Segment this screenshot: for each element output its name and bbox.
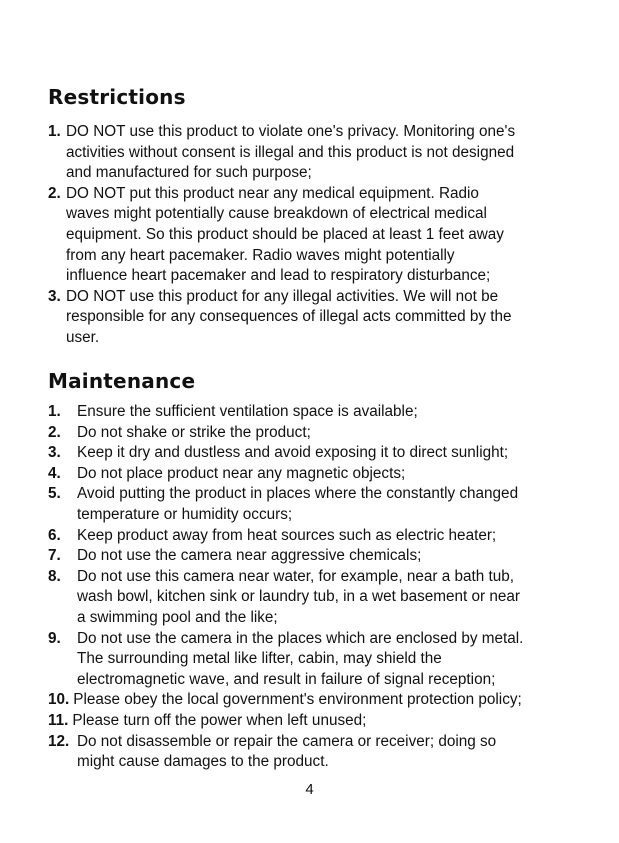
list-number: 5. [48, 485, 61, 503]
list-text: Ensure the sufficient ventilation space is available; [77, 403, 418, 420]
list-number: 1. [48, 123, 61, 140]
list-text: Keep it dry and dustless and avoid exposing it to direct sunlight; [77, 444, 509, 462]
maintenance-item-8 [48, 567, 578, 629]
list-text: Do not use the camera near aggressive chemicals; [77, 547, 422, 565]
list-number: 3. [48, 444, 61, 462]
list-number: 7. [48, 547, 61, 565]
restrictions-heading: Restrictions [48, 85, 186, 109]
list-text: Please turn off the power when left unused; [72, 711, 367, 729]
maintenance-item-4 [48, 464, 578, 485]
list-number: 6. [48, 526, 61, 544]
maintenance-heading: Maintenance [48, 369, 196, 393]
list-number: 3. [48, 287, 61, 305]
list-text: Keep product away from heat sources such as electric heater; [77, 526, 497, 544]
maintenance-item-7 [48, 546, 578, 567]
maintenance-item-10 [48, 690, 578, 711]
list-text: Please obey the local government's environment protection policy; [73, 691, 522, 709]
maintenance-item-6 [48, 526, 578, 547]
list-text: Avoid putting the product in places where the constantly changed temperature or humidity occurs; [77, 485, 519, 523]
list-number: 11. [48, 711, 69, 729]
list-text: Do not use this camera near water, for example, near a bath tub, wash bowl, kitchen sink or laundry tub, in a wet basement or near a swimming pool and the like; [77, 567, 520, 626]
list-number: 9. [48, 629, 61, 647]
maintenance-item-3 [48, 443, 578, 464]
list-text: Do not use the camera in the places which are enclosed by metal. The surrounding metal like lifter, cabin, may shield the electromagnetic wave, and result in failure of signal reception; [77, 629, 524, 688]
maintenance-list [48, 402, 578, 773]
maintenance-item-9 [48, 629, 578, 691]
list-text: DO NOT put this product near any medical equipment. Radio waves might potentially cause breakdown of electrical medical equipment. So this product should be placed at least 1 feet away from any heart pacemaker. Radio waves might potentially influence heart pacemaker and lead to respiratory disturbance; [66, 184, 504, 285]
restrictions-list [48, 122, 578, 349]
list-text: DO NOT use this product for any illegal activities. We will not be responsible for any consequences of illegal acts committed by the user. [66, 287, 512, 346]
list-number: 10. [48, 691, 70, 709]
list-text: Do not shake or strike the product; [77, 423, 311, 441]
list-text: DO NOT use this product to violate one's privacy. Monitoring one's activities without consent is illegal and this product is not designed and manufactured for such purpose; [66, 123, 516, 182]
maintenance-item-2 [48, 423, 578, 444]
list-text: Do not place product near any magnetic objects; [77, 464, 406, 482]
list-number: 1. [48, 403, 61, 420]
list-number: 8. [48, 567, 61, 585]
list-text: Do not disassemble or repair the camera or receiver; doing so might cause damages to the product. [77, 732, 497, 771]
maintenance-item-1 [48, 402, 578, 423]
list-number: 2. [48, 184, 61, 202]
list-number: 4. [48, 464, 61, 482]
restriction-item-2 [48, 184, 578, 287]
maintenance-item-11 [48, 711, 578, 732]
list-number: 2. [48, 423, 61, 441]
page-number: 4 [305, 781, 314, 798]
maintenance-item-5 [48, 484, 578, 525]
restriction-item-1 [48, 122, 578, 184]
list-number: 12. [48, 732, 70, 750]
restriction-item-3 [48, 287, 578, 349]
maintenance-item-12 [48, 732, 578, 773]
